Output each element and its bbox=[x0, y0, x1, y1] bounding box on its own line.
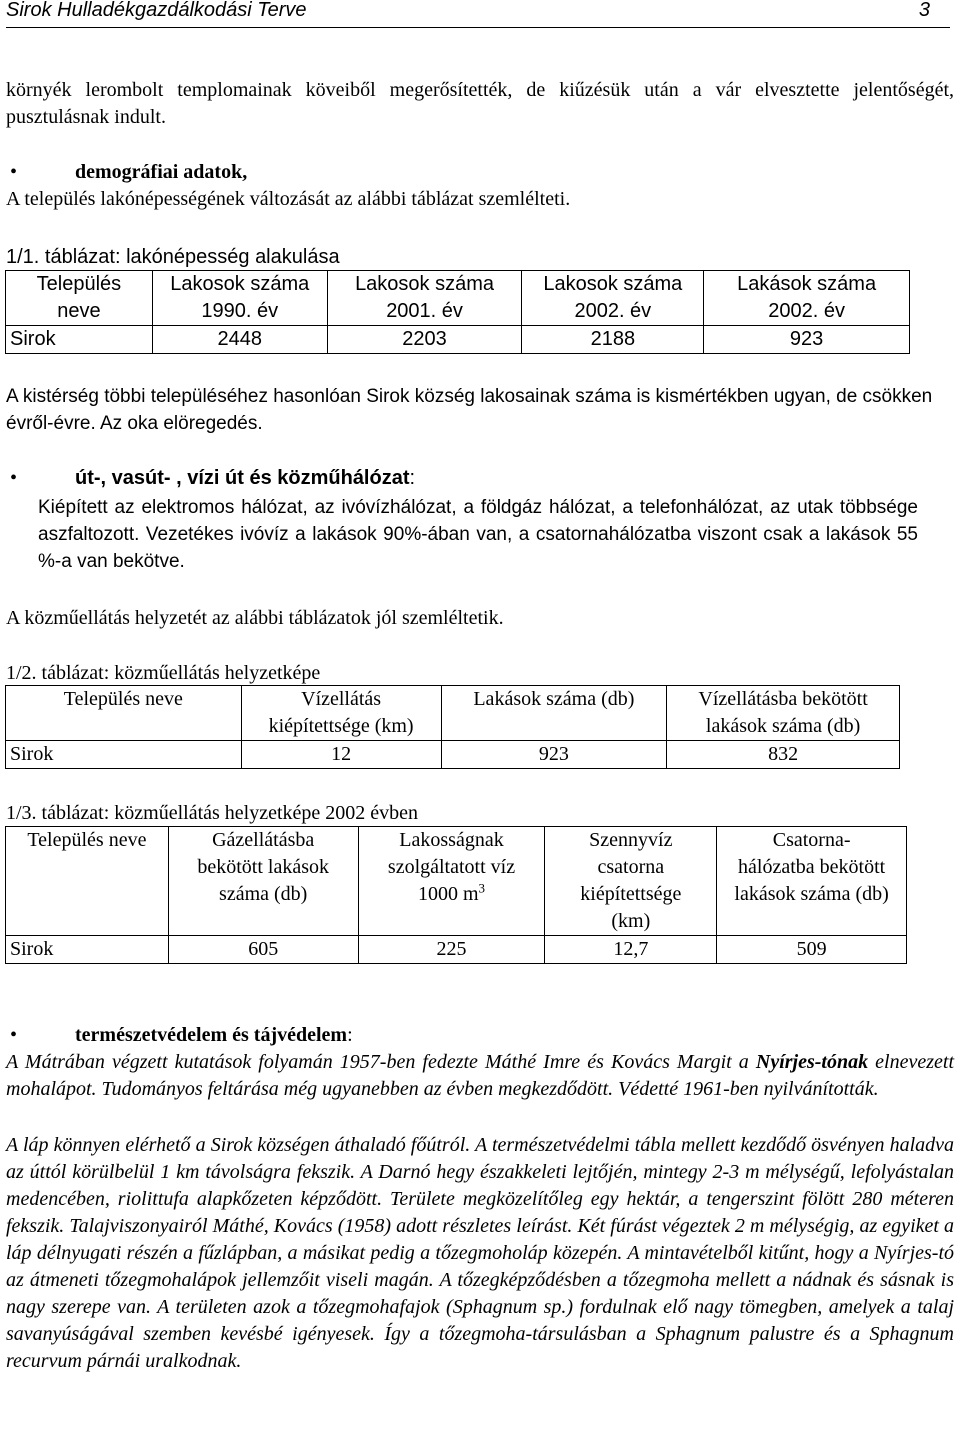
table2-header-cell: Vízellátásba bekötött lakások száma (db) bbox=[667, 686, 900, 741]
table2-cell: 923 bbox=[441, 741, 667, 769]
table1-header-cell: Lakosok száma 1990. év bbox=[152, 271, 327, 326]
bullet-icon bbox=[10, 159, 17, 186]
table3-cell: Sirok bbox=[6, 936, 169, 964]
nature-heading-line: természetvédelem és tájvédelem: bbox=[75, 1024, 353, 1046]
table2-header-cell: Település neve bbox=[6, 686, 242, 741]
table1-cell: 2188 bbox=[522, 326, 704, 354]
infra-heading-line: út-, vasút- , vízi út és közműhálózat: bbox=[75, 467, 416, 489]
table3-header-cell: Település neve bbox=[6, 827, 169, 936]
table3-header-cell: Csatorna- hálózatba bekötött lakások száma (db) bbox=[717, 827, 907, 936]
table3-header-cell: Lakosságnak szolgáltatott víz 1000 $m^3$ bbox=[358, 827, 545, 936]
demography-heading: demográfiai adatok, bbox=[75, 161, 248, 183]
infra-after: A közműellátás helyzetét az alábbi táblázatok jól szemléltetik. bbox=[6, 607, 504, 629]
table1-caption: 1/1. táblázat: lakónépesség alakulása bbox=[6, 246, 340, 268]
table1 bbox=[5, 270, 910, 354]
table1-cell: 2203 bbox=[327, 326, 522, 354]
table2-cell: 12 bbox=[241, 741, 441, 769]
table2-row bbox=[6, 741, 900, 769]
table1-cell: 2448 bbox=[152, 326, 327, 354]
table1-header-cell: Lakosok száma 2001. év bbox=[327, 271, 522, 326]
nature-paragraph-2: A láp könnyen elérhető a Sirok községen áthaladó főútról. A természetvédelmi tábla mellett kezdődő ösvényen haladva az úttól körülbelül 1 km távolságra fekszik. A Darnó hegy északkeleti lejtőjén, mintegy 2-3 m mélységű, lefolyástalan medencében, riolittufa alapkőzeten képződött. Területe megközelítőleg egy hektár, a tengerszint fölött 280 méteren fekszik. Talajviszonyairól Máthé, Kovács (1958) adott részletes leírást. Két fúrást végeztek 2 m mélységig, az egyiket a láp délnyugati részén a fűzlápban, a másikat pedig a tőzegmoholáp közepén. A mintavételből kitűnt, hogy a Nyírjes-tó az átmeneti tőzegmohalápok jellemzőit viseli magán. A tőzegképződésben a tőzegmoha mellett a nádnak és sásnak is nagy szerepe van. A területen azok a tőzegmohafajok (Sphagnum sp.) fordulnak elő nagy tömegben, amelyek a talaj savanyúságával szemben kevésbé igényesek. Így a tőzegmoha-társulásban a Sphagnum palustre és a Sphagnum recurvum párnái uralkodnak. bbox=[6, 1134, 954, 1372]
table2-header-cell: Vízellátás kiépítettsége (km) bbox=[241, 686, 441, 741]
table2-header-row bbox=[6, 686, 900, 741]
table1-cell: Sirok bbox=[6, 326, 153, 354]
bullet-icon bbox=[10, 465, 17, 492]
table3-header-cell: Szennyvíz csatorna kiépítettsége (km) bbox=[545, 827, 717, 936]
table2-cell: 832 bbox=[667, 741, 900, 769]
table2-caption: 1/2. táblázat: közműellátás helyzetképe bbox=[6, 662, 321, 684]
table3-cell: 605 bbox=[168, 936, 358, 964]
table2 bbox=[5, 685, 900, 769]
bullet-icon bbox=[10, 1022, 17, 1049]
nature-paragraph-1: A Mátrában végzett kutatások folyamán 1957-ben fedezte Máthé Imre és Kovács Margit a Nyírjes-tónak elnevezett mohalápot. Tudományos feltárása még ugyanebben az évben megkezdődött. Védetté 1961-ben nyilvánították. bbox=[6, 1051, 954, 1100]
lake-name: Nyírjes-tónak bbox=[755, 1051, 869, 1073]
table3-cell: 225 bbox=[358, 936, 545, 964]
infra-heading: út-, vasút- , vízi út és közműhálózat bbox=[75, 467, 410, 489]
table1-header-cell: Település neve bbox=[6, 271, 153, 326]
demography-after: A kistérség többi településéhez hasonlóan Sirok község lakosainak száma is kismértékben ugyan, de csökken évről-évre. Az oka elöregedés. bbox=[6, 386, 933, 434]
demography-text: A település lakónépességének változását az alábbi táblázat szemlélteti. bbox=[6, 188, 571, 210]
intro-paragraph: környék lerombolt templomainak köveiből megerősítették, de kiűzésük után a vár elvesztette jelentőségét, pusztulásnak indult. bbox=[6, 79, 954, 128]
table1-header-cell: Lakások száma 2002. év bbox=[704, 271, 910, 326]
table3-header-row bbox=[6, 827, 907, 936]
page-header bbox=[6, 0, 950, 28]
table3-caption: 1/3. táblázat: közműellátás helyzetképe 2002 évben bbox=[6, 802, 419, 824]
header-title: Sirok Hulladékgazdálkodási Terve bbox=[6, 0, 307, 21]
table3-cell: 509 bbox=[717, 936, 907, 964]
table3-cell: 12,7 bbox=[545, 936, 717, 964]
table1-cell: 923 bbox=[704, 326, 910, 354]
nature-heading: természetvédelem és tájvédelem bbox=[75, 1024, 348, 1046]
table2-header-cell: Lakások száma (db) bbox=[441, 686, 667, 741]
table2-cell: Sirok bbox=[6, 741, 242, 769]
page-number: 3 bbox=[918, 0, 930, 21]
table1-row bbox=[6, 326, 910, 354]
infra-text: Kiépített az elektromos hálózat, az ivóvízhálózat, a földgáz hálózat, a telefonhálózat, az utak többsége aszfaltozott. Vezetékes ivóvíz a lakások 90%-ában van, a csatornahálózatba viszont csak a lakások 55 %-a van bekötve. bbox=[38, 497, 918, 572]
table3-row bbox=[6, 936, 907, 964]
table3 bbox=[5, 826, 907, 964]
table1-header-row bbox=[6, 271, 910, 326]
table1-header-cell: Lakosok száma 2002. év bbox=[522, 271, 704, 326]
table3-header-cell: Gázellátásba bekötött lakások száma (db) bbox=[168, 827, 358, 936]
